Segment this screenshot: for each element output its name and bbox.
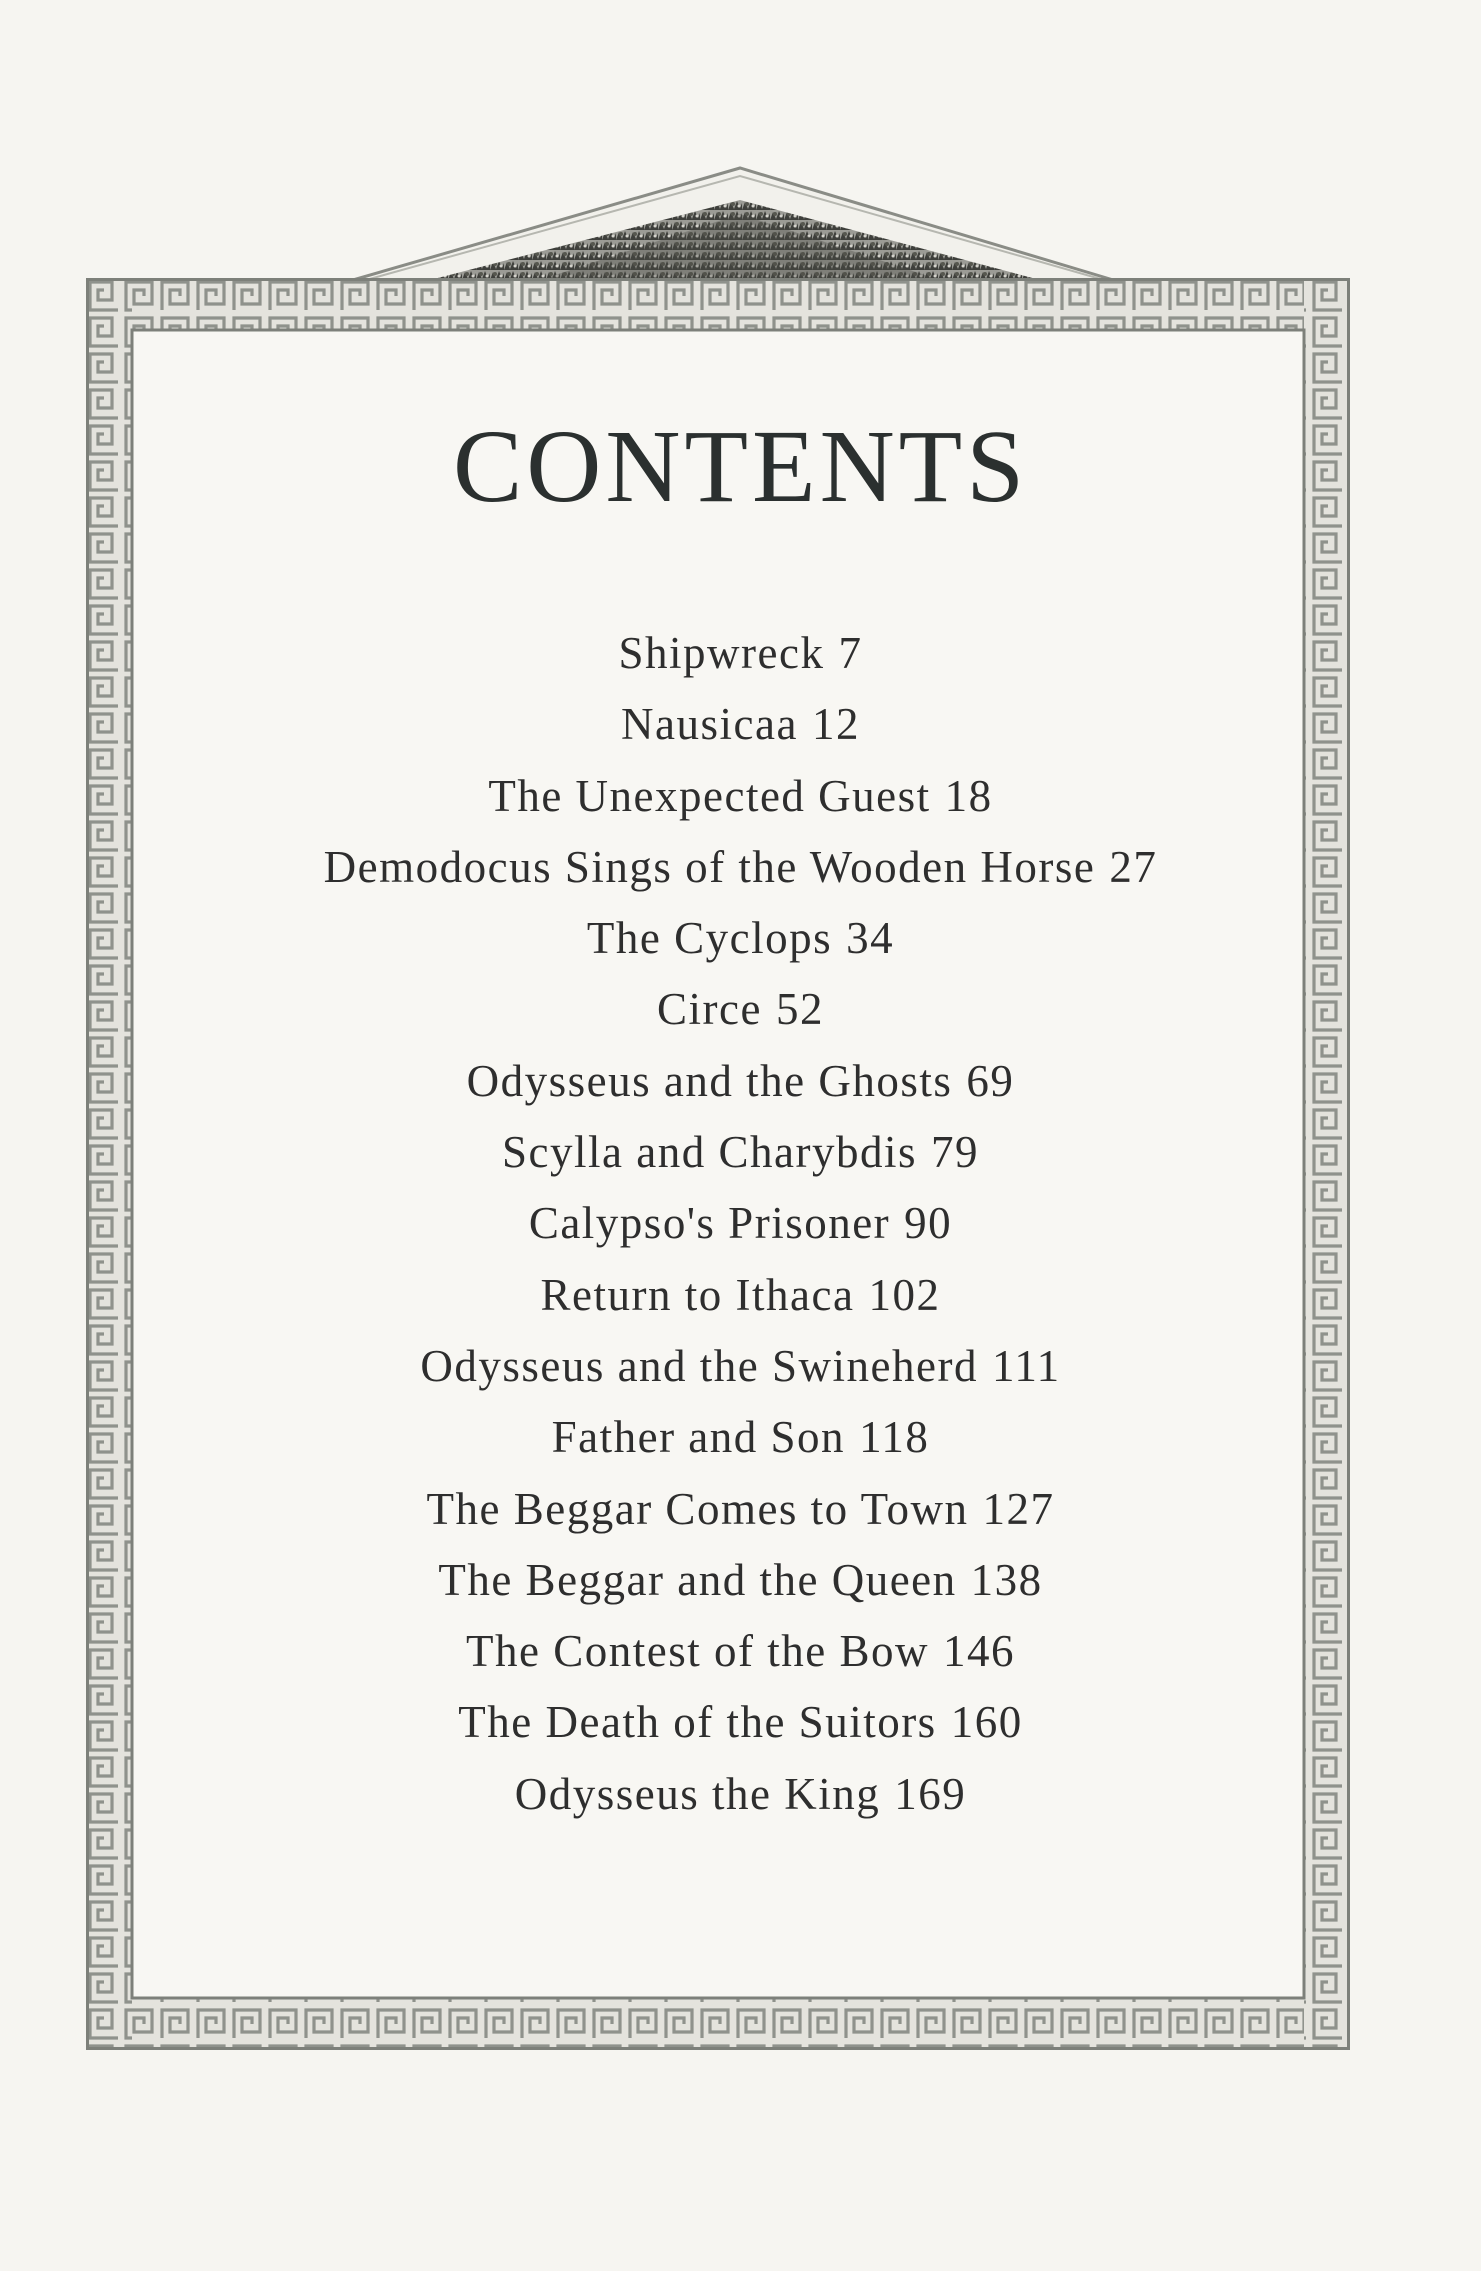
chapter-title: Scylla and Charybdis bbox=[502, 1127, 917, 1178]
toc-entry bbox=[0, 903, 1481, 974]
toc-entry bbox=[0, 1687, 1481, 1758]
chapter-title: Odysseus and the Ghosts bbox=[466, 1055, 953, 1106]
page-number: 118 bbox=[859, 1412, 930, 1463]
page-number: 138 bbox=[970, 1554, 1043, 1605]
page-number: 79 bbox=[930, 1127, 979, 1178]
chapter-title: Odysseus and the Swineherd bbox=[420, 1340, 978, 1391]
toc-entry bbox=[0, 1759, 1481, 1830]
page-number: 52 bbox=[775, 984, 824, 1035]
table-of-contents bbox=[0, 618, 1481, 1830]
toc-entry bbox=[0, 618, 1481, 689]
pediment-ornament bbox=[0, 0, 1481, 300]
toc-entry bbox=[0, 1545, 1481, 1616]
toc-entry bbox=[0, 832, 1481, 903]
toc-entry bbox=[0, 1474, 1481, 1545]
toc-entry bbox=[0, 1402, 1481, 1473]
toc-entry bbox=[0, 1260, 1481, 1331]
chapter-title: The Unexpected Guest bbox=[488, 770, 931, 821]
page-title: CONTENTS bbox=[452, 409, 1029, 524]
chapter-title: Calypso's Prisoner bbox=[528, 1198, 891, 1249]
chapter-title: Return to Ithaca bbox=[540, 1269, 855, 1320]
chapter-title: The Beggar Comes to Town bbox=[426, 1483, 969, 1534]
page-number: 169 bbox=[894, 1768, 967, 1819]
page-number: 34 bbox=[846, 913, 895, 964]
chapter-title: The Cyclops bbox=[586, 913, 833, 964]
toc-entry bbox=[0, 761, 1481, 832]
chapter-title: Father and Son bbox=[551, 1412, 846, 1463]
page-number: 146 bbox=[942, 1626, 1015, 1677]
page-number: 111 bbox=[992, 1340, 1061, 1391]
page-number: 12 bbox=[811, 699, 860, 750]
page-number: 7 bbox=[838, 628, 863, 678]
page-number: 160 bbox=[950, 1697, 1023, 1748]
chapter-title: Odysseus the King bbox=[514, 1768, 881, 1819]
chapter-title: The Beggar and the Queen bbox=[438, 1554, 957, 1605]
toc-entry bbox=[0, 1117, 1481, 1188]
page-number: 102 bbox=[868, 1269, 941, 1320]
chapter-title: Shipwreck bbox=[618, 628, 825, 678]
page-number: 127 bbox=[982, 1483, 1055, 1534]
toc-entry bbox=[0, 1046, 1481, 1117]
chapter-title: The Contest of the Bow bbox=[466, 1626, 929, 1677]
page-number: 69 bbox=[966, 1055, 1015, 1106]
page-number: 90 bbox=[904, 1198, 953, 1249]
page-number: 18 bbox=[944, 770, 993, 821]
toc-entry bbox=[0, 1616, 1481, 1687]
toc-entry bbox=[0, 1331, 1481, 1402]
toc-entry bbox=[0, 1188, 1481, 1259]
toc-entry bbox=[0, 974, 1481, 1045]
page-number: 27 bbox=[1109, 841, 1158, 892]
toc-entry bbox=[0, 689, 1481, 760]
chapter-title: The Death of the Suitors bbox=[458, 1697, 937, 1748]
chapter-title: Demodocus Sings of the Wooden Horse bbox=[323, 841, 1096, 892]
chapter-title: Circe bbox=[657, 984, 762, 1035]
chapter-title: Nausicaa bbox=[621, 699, 798, 750]
